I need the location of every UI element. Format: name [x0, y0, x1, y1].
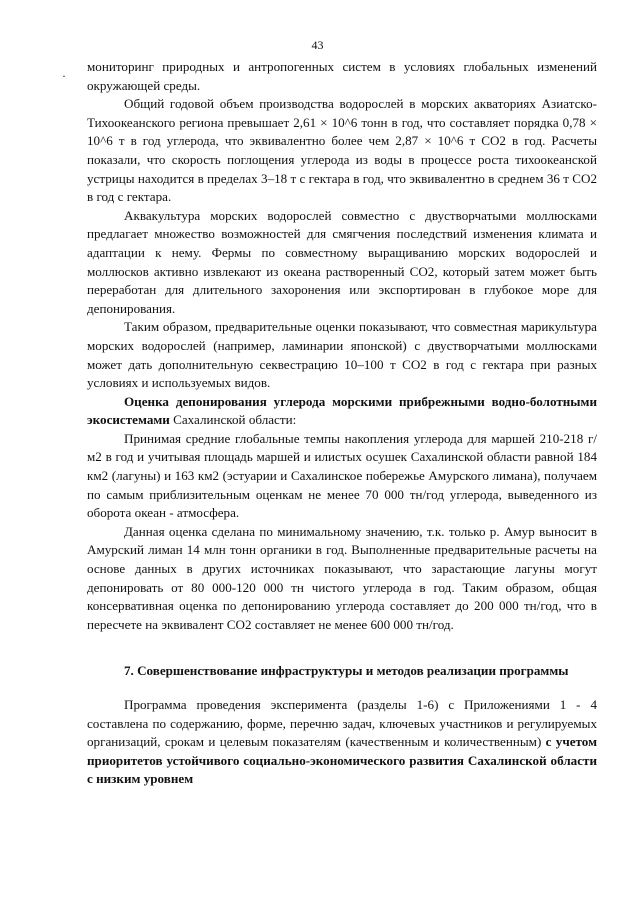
program-text: Программа проведения эксперимента (разделы 1-6) с Приложениями 1 - 4 составлена по содержанию, форме, перечню задач, ключевых участников и регулируемых организаций, срокам и целевым показателям (качественным и количественным)	[87, 697, 597, 750]
paragraph-marsh-accumulation: Принимая средние глобальные темпы накопления углерода для маршей 210-218 г/м2 в год и учитывая площадь маршей и илистых осушек Сахалинской области равной 184 км2 (лагуны) и 163 км2 (эстуарии и Сахалинское побережье Амурского лимана), получаем по самым приблизительным оценкам не менее 70 000 тн/год углерода, выведенного из оборота океан - атмосфера.	[87, 430, 597, 521]
wetland-assessment-rest: Сахалинской области:	[169, 412, 297, 428]
margin-mark: ·	[62, 69, 66, 83]
program-priorities-bold: с учетом приоритетов устойчивого социально-экономического развития Сахалинской области с низким уровнем	[87, 734, 597, 787]
wetland-assessment-bold: Оценка депонирования углерода морскими прибрежными водно-болотными экосистемами	[87, 393, 597, 428]
paragraph-aquaculture: Аквакультура морских водорослей совместно с двустворчатыми моллюсками предлагает множество возможностей для смягчения последствий изменения климата и адаптации к нему. Фермы по совместному выращиванию морских водорослей и моллюсков активно извлекают из океана растворенный CO2, который затем может быть переработан для длительного захоронения или экспортирован в глубокое море для депонирования.	[87, 207, 597, 316]
paragraph-program	[87, 696, 597, 789]
document-body	[87, 58, 597, 789]
paragraph-preliminary-estimates: Таким образом, предварительные оценки показывают, что совместная марикультура морских водорослей (например, ламинарии японской) с двустворчатыми моллюсками может дать дополнительную секвестрацию 10–100 т CO2 в год с гектара при разных условиях и используемых видов.	[87, 319, 597, 391]
paragraph-monitoring: мониторинг природных и антропогенных систем в условиях глобальных изменений окружающей среды.	[87, 59, 597, 93]
section-heading: 7. Совершенствование инфраструктуры и методов реализации программы	[124, 663, 569, 679]
page-number: 43	[311, 38, 324, 52]
paragraph-wetland-assessment	[87, 393, 597, 430]
paragraph-amur-estimate: Данная оценка сделана по минимальному значению, т.к. только р. Амур выносит в Амурский лиман 14 млн тонн органики в год. Выполненные предварительные расчеты на основе данных в других источниках показывают, что зарастающие лагуны могут депонировать от 80 000-120 000 тн чистого углерода в год. Таким образом, общая консервативная оценка по депонированию углерода составляет до 200 000 тн/год, что в пересчете на эквивалент CO2 составляет не менее 600 000 тн/год.	[87, 523, 597, 632]
paragraph-algae-production: Общий годовой объем производства водорослей в морских акваториях Азиатско-Тихоокеанского региона превышает 2,61 × 10^6 тонн в год, что составляет порядка 0,78 × 10^6 т в год углерода, что эквивалентно более чем 2,87 × 10^6 т CO2 в год. Расчеты показали, что скорость поглощения углерода из воды в процессе роста тихоокеанской устрицы находится в пределах 3–18 т с гектара в год, что эквивалентно в среднем 36 т CO2 в год с гектара.	[87, 96, 597, 205]
